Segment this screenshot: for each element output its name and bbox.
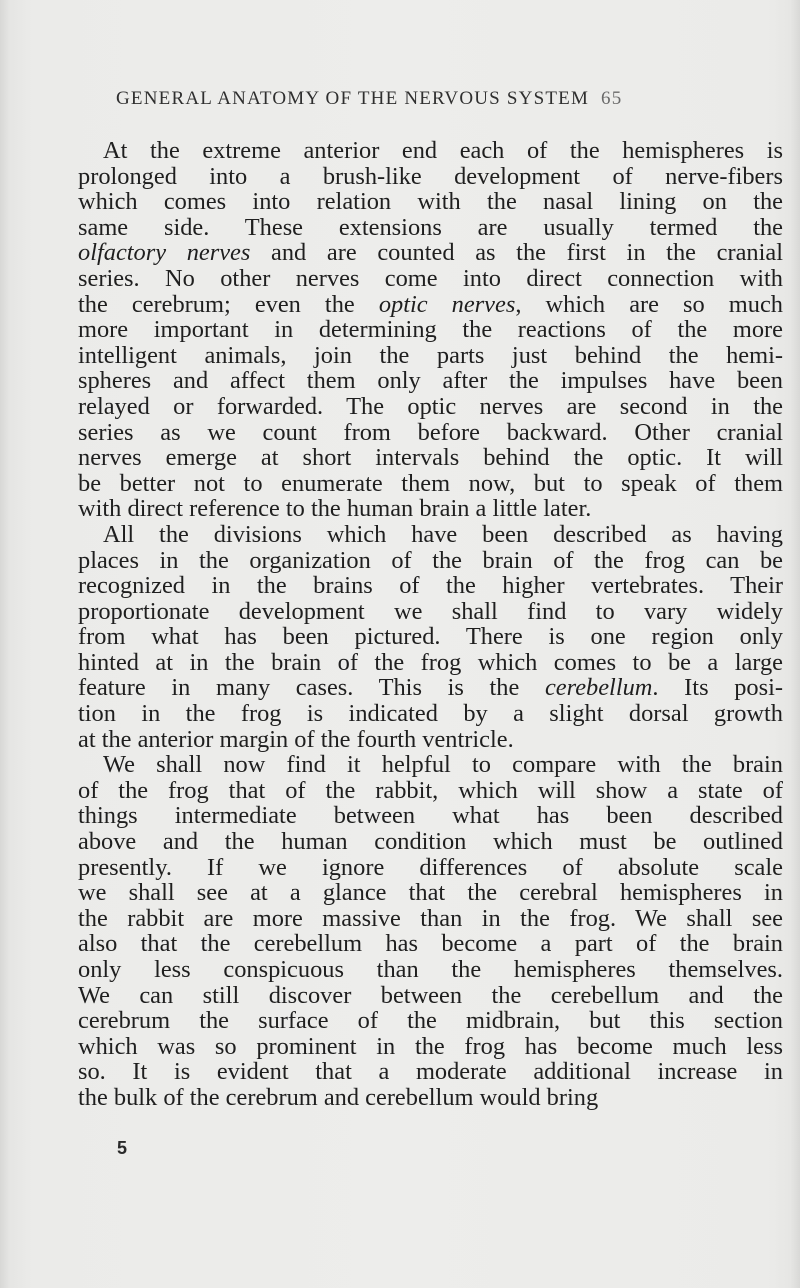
- text-line: proportionate development we shall find to vary widely: [78, 597, 783, 625]
- paragraph: [78, 752, 783, 1110]
- text-line: at the anterior margin of the fourth ventricle.: [78, 725, 514, 753]
- text-line: series. No other nerves come into direct connection with: [78, 264, 783, 292]
- text-line: so. It is evident that a moderate additional increase in: [78, 1058, 783, 1086]
- text-line: which was so prominent in the frog has become much less: [78, 1032, 783, 1060]
- text-line: presently. If we ignore differences of absolute scale: [78, 853, 783, 881]
- text-line: We can still discover between the cerebellum and the: [78, 981, 783, 1009]
- text-line: only less conspicuous than the hemispheres themselves.: [78, 956, 783, 983]
- text-line: All the divisions which have been described as having: [103, 520, 783, 548]
- text-line: the cerebrum; even the optic nerves, which are so much: [78, 290, 783, 318]
- paragraph: [78, 522, 783, 752]
- text-line: feature in many cases. This is the cerebellum. Its posi-: [78, 674, 783, 702]
- text-line: series as we count from before backward. Other cranial: [78, 418, 783, 446]
- text-line: the rabbit are more massive than in the frog. We shall see: [78, 904, 783, 932]
- text-line: tion in the frog is indicated by a slight dorsal growth: [78, 700, 783, 728]
- text-line: hinted at in the brain of the frog which comes to be a large: [78, 648, 783, 676]
- text-line: which comes into relation with the nasal lining on the: [78, 188, 783, 216]
- text-line: nerves emerge at short intervals behind the optic. It will: [78, 444, 783, 472]
- text-line: intelligent animals, join the parts just behind the hemi-: [78, 341, 783, 369]
- italic-term: optic nerves: [378, 290, 516, 318]
- signature-mark: 5: [117, 1138, 128, 1158]
- running-head: [116, 88, 780, 110]
- text-line: places in the organization of the brain of the frog can be: [78, 546, 783, 574]
- text-line: things intermediate between what has been described: [78, 802, 783, 830]
- text-line: spheres and affect them only after the impulses have been: [78, 367, 783, 395]
- text-line: At the extreme anterior end each of the hemispheres is: [103, 137, 783, 164]
- text-line: cerebrum the surface of the midbrain, but this section: [78, 1007, 783, 1035]
- text-line: from what has been pictured. There is one region only: [78, 623, 783, 651]
- text-line: olfactory nerves and are counted as the first in the cranial: [78, 239, 783, 267]
- text-line: also that the cerebellum has become a part of the brain: [78, 930, 783, 958]
- paragraph: [78, 138, 783, 522]
- text-line: prolonged into a brush-like development of nerve-fibers: [78, 162, 783, 190]
- text-line: we shall see at a glance that the cerebral hemispheres in: [78, 879, 783, 907]
- text-line: We shall now find it helpful to compare with the brain: [103, 751, 783, 779]
- italic-term: cerebellum: [544, 674, 653, 702]
- text-line: relayed or forwarded. The optic nerves are second in the: [78, 392, 783, 420]
- text-line: above and the human condition which must be outlined: [78, 828, 783, 856]
- text-line: with direct reference to the human brain a little later.: [78, 495, 592, 523]
- running-title: GENERAL ANATOMY OF THE NERVOUS SYSTEM: [116, 88, 590, 109]
- page-edge-shadow-right: [790, 0, 800, 1288]
- text-line: same side. These extensions are usually termed the: [78, 213, 783, 241]
- text-line: more important in determining the reactions of the more: [78, 316, 783, 344]
- page-number: 65: [601, 88, 623, 109]
- text-line: the bulk of the cerebrum and cerebellum would bring: [78, 1083, 599, 1111]
- text-line: be better not to enumerate them now, but to speak of them: [78, 469, 783, 497]
- italic-term: olfactory nerves: [78, 239, 251, 267]
- page-edge-shadow-left: [0, 0, 10, 1288]
- text-line: recognized in the brains of the higher vertebrates. Their: [78, 572, 783, 600]
- body-text: [78, 138, 783, 1111]
- text-line: of the frog that of the rabbit, which will show a state of: [78, 776, 783, 804]
